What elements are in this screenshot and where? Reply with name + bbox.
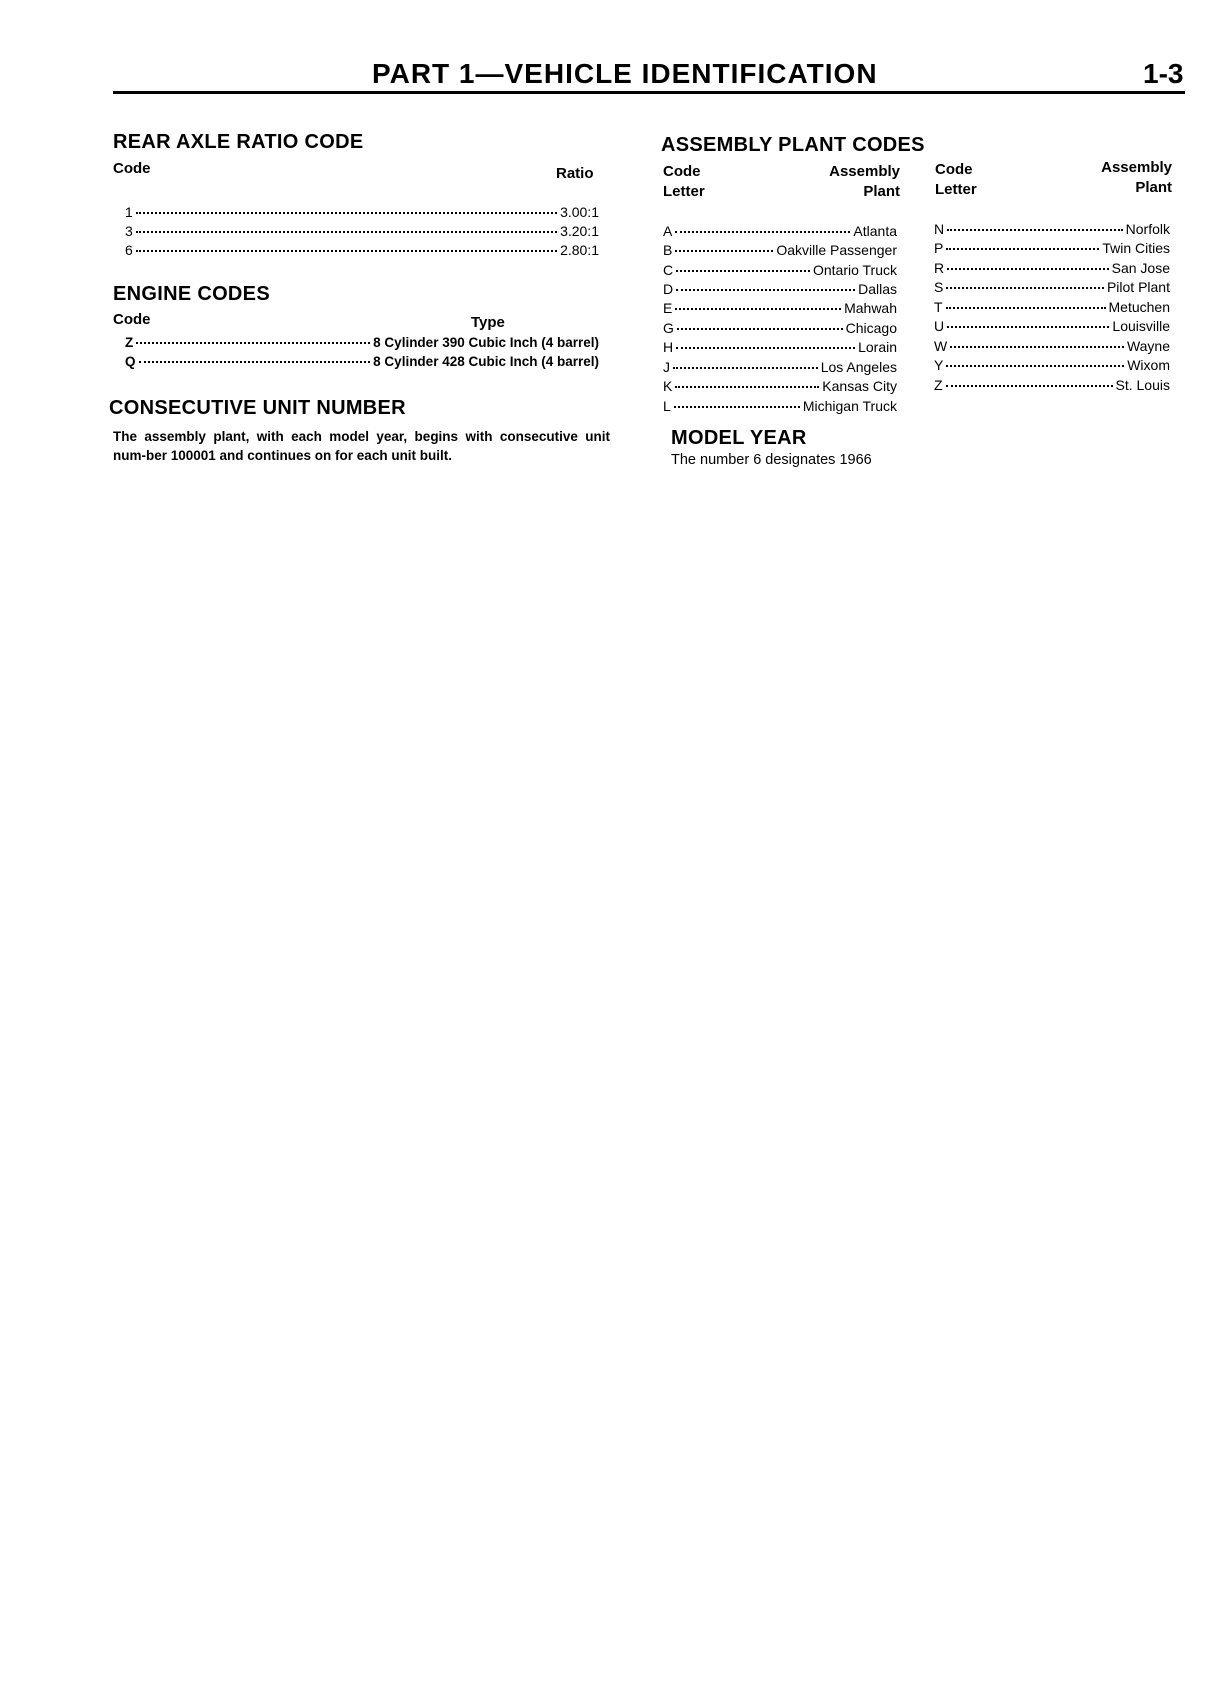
axle-code: 3 bbox=[125, 223, 133, 239]
plant-name: Louisville bbox=[1112, 318, 1170, 334]
plant-code-label-right-line1: Code bbox=[935, 161, 973, 178]
engine-code-label: Code bbox=[113, 311, 151, 328]
plant-code: B bbox=[663, 242, 673, 258]
list-item bbox=[663, 261, 897, 280]
plant-name-label-right bbox=[1092, 158, 1172, 198]
list-item bbox=[663, 319, 897, 338]
plant-name: Norfolk bbox=[1125, 221, 1170, 237]
dot-leader bbox=[136, 250, 557, 252]
list-item bbox=[663, 222, 897, 241]
plant-code: T bbox=[934, 299, 943, 315]
dot-leader bbox=[675, 250, 773, 252]
engine-type: 8 Cylinder 428 Cubic Inch (4 barrel) bbox=[373, 354, 599, 369]
dot-leader bbox=[675, 231, 850, 233]
plant-code: R bbox=[934, 260, 945, 276]
engine-code: Q bbox=[125, 354, 136, 369]
plant-name-label-right-line2: Plant bbox=[1135, 179, 1172, 196]
dot-leader bbox=[136, 231, 557, 233]
table-row bbox=[125, 203, 599, 222]
engine-type-label: Type bbox=[471, 314, 505, 331]
list-item bbox=[934, 356, 1170, 375]
table-row bbox=[125, 352, 599, 371]
list-item bbox=[934, 337, 1170, 356]
plant-name: St. Louis bbox=[1115, 377, 1170, 393]
list-item bbox=[663, 280, 897, 299]
dot-leader bbox=[947, 229, 1123, 231]
header-divider bbox=[113, 91, 1185, 94]
plant-code: Z bbox=[934, 377, 943, 393]
list-item bbox=[934, 376, 1170, 395]
list-item bbox=[934, 259, 1170, 278]
list-item bbox=[663, 338, 897, 357]
plant-name: Wixom bbox=[1127, 357, 1170, 373]
model-year-heading: MODEL YEAR bbox=[671, 427, 807, 449]
dot-leader bbox=[674, 406, 800, 408]
dot-leader bbox=[673, 367, 818, 369]
plant-name-label bbox=[820, 162, 900, 202]
list-item bbox=[934, 317, 1170, 336]
list-item bbox=[663, 358, 897, 377]
plant-code: C bbox=[663, 262, 674, 278]
dot-leader bbox=[946, 385, 1113, 387]
plant-name: Los Angeles bbox=[820, 359, 897, 375]
plant-name: Chicago bbox=[845, 320, 897, 336]
plant-name: Pilot Plant bbox=[1106, 279, 1170, 295]
list-item bbox=[663, 397, 897, 416]
dot-leader bbox=[675, 386, 819, 388]
dot-leader bbox=[947, 268, 1109, 270]
plant-name: Mahwah bbox=[844, 300, 897, 316]
dot-leader bbox=[676, 289, 855, 291]
list-item bbox=[934, 298, 1170, 317]
plant-name-label-line2: Plant bbox=[863, 183, 900, 200]
table-row bbox=[125, 241, 599, 260]
dot-leader bbox=[676, 270, 810, 272]
plant-code-label bbox=[663, 162, 705, 202]
plant-code: G bbox=[663, 320, 674, 336]
dot-leader bbox=[946, 365, 1124, 367]
dot-leader bbox=[947, 326, 1109, 328]
list-item bbox=[934, 239, 1170, 258]
page-title: PART 1—VEHICLE IDENTIFICATION bbox=[372, 58, 878, 89]
engine-type: 8 Cylinder 390 Cubic Inch (4 barrel) bbox=[373, 335, 599, 350]
plant-name: Metuchen bbox=[1108, 299, 1170, 315]
rear-axle-heading: REAR AXLE RATIO CODE bbox=[113, 131, 364, 153]
plant-code: S bbox=[934, 279, 944, 295]
axle-ratio: 3.20:1 bbox=[560, 223, 599, 239]
list-item bbox=[663, 377, 897, 396]
dot-leader bbox=[136, 212, 557, 214]
plant-name: Michigan Truck bbox=[802, 398, 897, 414]
axle-ratio: 2.80:1 bbox=[560, 242, 599, 258]
dot-leader bbox=[946, 287, 1104, 289]
dot-leader bbox=[676, 347, 855, 349]
plant-name-label-right-line1: Assembly bbox=[1101, 159, 1172, 176]
dot-leader bbox=[677, 328, 843, 330]
plant-code: L bbox=[663, 398, 671, 414]
plant-name: Wayne bbox=[1126, 338, 1170, 354]
plant-code: N bbox=[934, 221, 945, 237]
plant-code-label-right-line2: Letter bbox=[935, 181, 977, 198]
plant-name: Kansas City bbox=[822, 378, 897, 394]
plant-name: Lorain bbox=[858, 339, 897, 355]
plant-code: E bbox=[663, 300, 673, 316]
rear-axle-code-label: Code bbox=[113, 160, 151, 177]
dot-leader bbox=[946, 248, 1099, 250]
dot-leader bbox=[139, 361, 371, 363]
table-row bbox=[125, 222, 599, 241]
plant-code-label-line2: Letter bbox=[663, 183, 705, 200]
plant-code-label-line1: Code bbox=[663, 163, 701, 180]
list-item bbox=[934, 278, 1170, 297]
plant-code-label-right bbox=[935, 160, 977, 200]
dot-leader bbox=[946, 307, 1106, 309]
list-item bbox=[934, 220, 1170, 239]
plant-name: Oakville Passenger bbox=[776, 242, 897, 258]
plant-code: U bbox=[934, 318, 945, 334]
table-row bbox=[125, 333, 599, 352]
plant-code: W bbox=[934, 338, 948, 354]
list-item bbox=[663, 299, 897, 318]
consecutive-unit-heading: CONSECUTIVE UNIT NUMBER bbox=[109, 397, 406, 419]
list-item bbox=[663, 241, 897, 260]
page-number: 1-3 bbox=[1143, 58, 1184, 89]
dot-leader bbox=[675, 308, 841, 310]
plant-name: Twin Cities bbox=[1102, 240, 1170, 256]
rear-axle-ratio-label: Ratio bbox=[556, 165, 594, 182]
plant-code: P bbox=[934, 240, 944, 256]
axle-code: 1 bbox=[125, 204, 133, 220]
plant-code: Y bbox=[934, 357, 944, 373]
plant-name: Dallas bbox=[858, 281, 897, 297]
assembly-plant-heading: ASSEMBLY PLANT CODES bbox=[661, 134, 925, 156]
plant-code: D bbox=[663, 281, 674, 297]
dot-leader bbox=[136, 342, 370, 344]
engine-code: Z bbox=[125, 335, 134, 350]
plant-code: A bbox=[663, 223, 673, 239]
plant-code: H bbox=[663, 339, 674, 355]
plant-name: San Jose bbox=[1111, 260, 1170, 276]
plant-name: Ontario Truck bbox=[812, 262, 897, 278]
plant-code: J bbox=[663, 359, 670, 375]
dot-leader bbox=[950, 346, 1124, 348]
model-year-text: The number 6 designates 1966 bbox=[671, 452, 872, 468]
engine-codes-heading: ENGINE CODES bbox=[113, 283, 270, 305]
plant-code: K bbox=[663, 378, 673, 394]
plant-name-label-line1: Assembly bbox=[829, 163, 900, 180]
plant-name: Atlanta bbox=[853, 223, 897, 239]
consecutive-unit-text: The assembly plant, with each model year, begins with consecutive unit num-ber 100001 and continues on for each unit built. bbox=[113, 429, 610, 463]
axle-code: 6 bbox=[125, 242, 133, 258]
axle-ratio: 3.00:1 bbox=[560, 204, 599, 220]
